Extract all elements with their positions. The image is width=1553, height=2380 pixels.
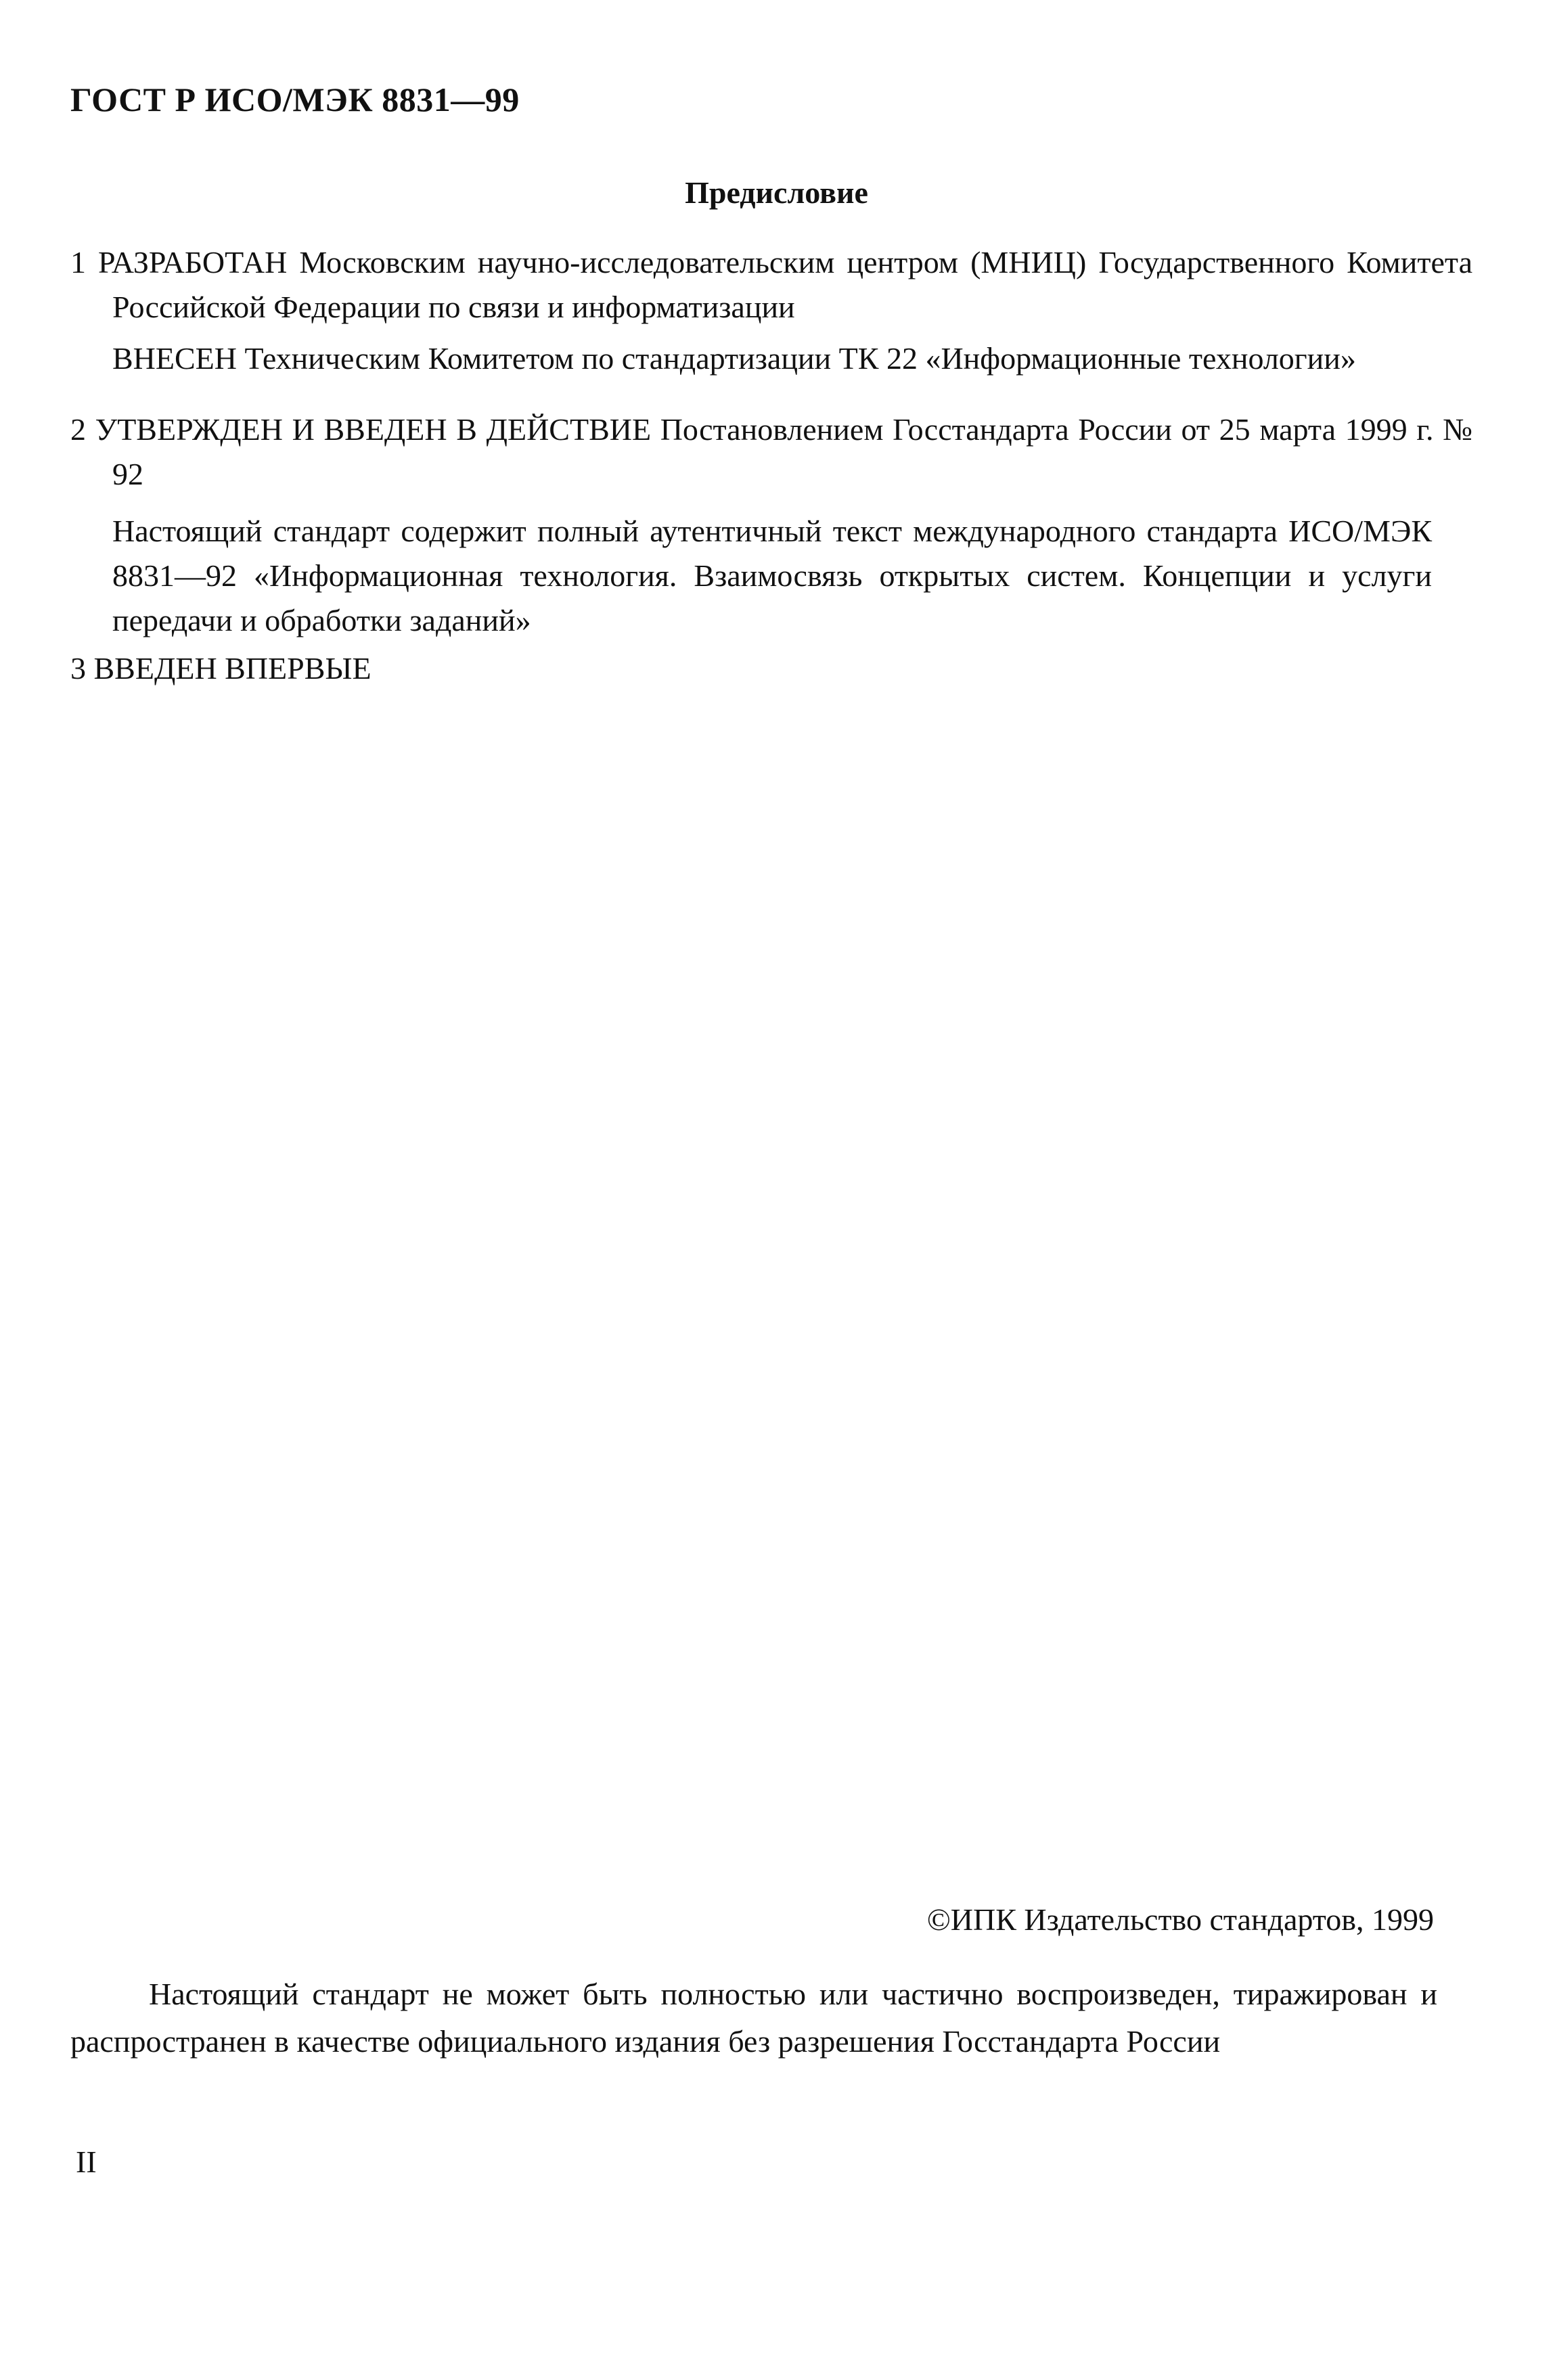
preface-item-1: 1 РАЗРАБОТАН Московским научно-исследовательским центром (МНИЦ) Государственного Комитета Российской Федерации по связи и информатизации [70,245,1472,324]
preface-item-2-note: Настоящий стандарт содержит полный аутентичный текст международного стандарта ИСО/МЭК 8831—92 «Информационная технология. Взаимосвязь открытых систем. Концепции и услуги передачи и обработки заданий» [112,514,1432,637]
preface-item-1-submitted: ВНЕСЕН Техническим Комитетом по стандартизации ТК 22 «Информационные технологии» [112,341,1356,376]
reproduction-notice: Настоящий стандарт не может быть полностью или частично воспроизведен, тиражирован и распространен в качестве официального издания без разрешения Госстандарта России [70,1977,1437,2059]
copyright-line: ©ИПК Издательство стандартов, 1999 [926,1902,1434,1937]
document-code-header: ГОСТ Р ИСО/МЭК 8831—99 [70,81,520,118]
preface-item-3: 3 ВВЕДЕН ВПЕРВЫЕ [70,651,372,686]
preface-item-2: 2 УТВЕРЖДЕН И ВВЕДЕН В ДЕЙСТВИЕ Постановлением Госстандарта России от 25 марта 1999 г. № 92 [70,412,1472,491]
preface-title: Предисловие [685,175,868,210]
page-number: II [76,2145,97,2179]
